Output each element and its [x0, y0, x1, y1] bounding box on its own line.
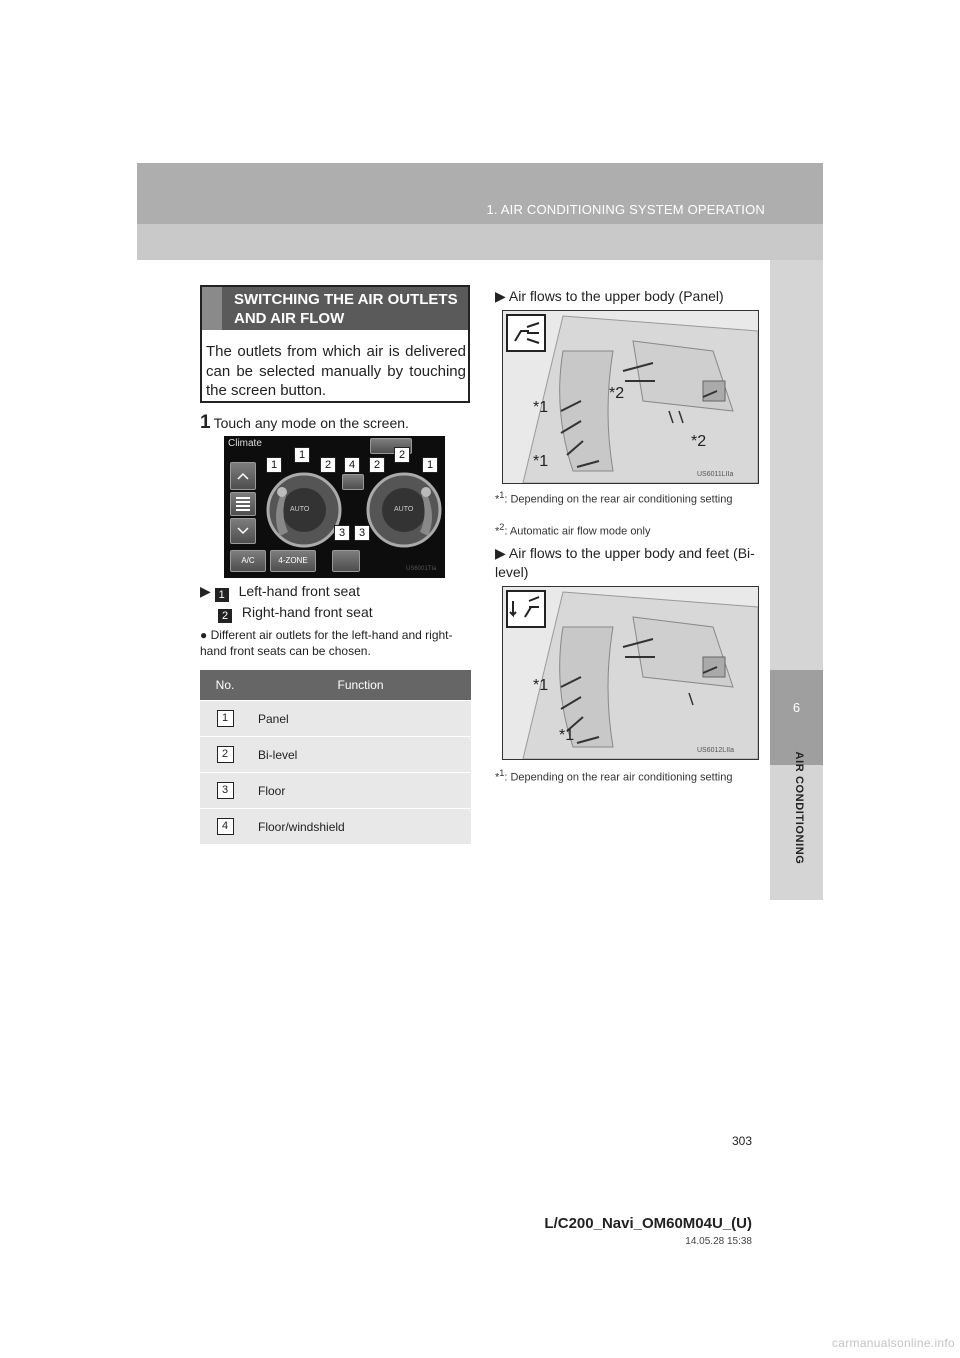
callout-1: 1 [422, 457, 438, 473]
callout-3: 3 [354, 525, 370, 541]
fan-icon [231, 493, 255, 515]
row-number-box: 2 [217, 746, 234, 763]
side-tab-chapter-number: 6 [792, 700, 801, 715]
manual-code: L/C200_Navi_OM60M04U_(U) [544, 1215, 752, 1232]
note-label-star1: *1 [559, 727, 575, 744]
ac-button: A/C [230, 550, 266, 572]
panel-flow-heading: ▶ Air flows to the upper body (Panel) [495, 288, 724, 304]
note-label-star1: *1 [533, 453, 549, 470]
row-function: Bi-level [250, 737, 471, 773]
bullet-dot-icon: ● [200, 628, 208, 642]
callout-4: 4 [344, 457, 360, 473]
chevron-up-icon [231, 463, 255, 489]
bullet-note-text: Different air outlets for the left-hand and right-hand front seats can be chosen. [200, 628, 453, 658]
seat-legend-left [200, 583, 360, 602]
section-heading [234, 290, 466, 328]
header-band-bottom [137, 224, 823, 260]
note-label-star1: *1 [533, 399, 549, 416]
triangle-bullet-icon: ▶ [495, 288, 506, 304]
table-row [200, 773, 471, 809]
print-timestamp: 14.05.28 15:38 [685, 1236, 752, 1247]
table-row [200, 737, 471, 773]
four-zone-button: 4-ZONE [270, 550, 316, 572]
page-number: 303 [731, 1134, 752, 1148]
watermark: carmanualsonline.info [831, 1336, 955, 1350]
row-function: Panel [250, 701, 471, 737]
center-mode-button [342, 474, 364, 490]
bilevel-flow-figure [502, 586, 759, 760]
row-number-box: 3 [217, 782, 234, 799]
figure-caption: US6012LIIa [697, 747, 734, 754]
panel-flow-note-2: *$^2$: Automatic air flow mode only [495, 522, 651, 538]
section-intro-text: The outlets from which air is delivered can be selected manually by touching the screen button. [206, 343, 466, 399]
note-label-star1: *1 [533, 677, 549, 694]
chevron-down-icon [231, 519, 255, 543]
screen-image-caption: US6001TIa [406, 566, 437, 572]
step-text: Touch any mode on the screen. [213, 415, 409, 431]
legend-text: Left-hand front seat [238, 583, 360, 599]
row-number-box: 1 [217, 710, 234, 727]
legend-text: Right-hand front seat [241, 604, 373, 620]
fan-speed-indicator [230, 492, 256, 516]
chapter-section-title: 1. AIR CONDITIONING SYSTEM OPERATION [486, 202, 765, 217]
side-tab-upper [770, 260, 823, 670]
car-interior-illustration [503, 587, 758, 759]
left-auto-label: AUTO [290, 506, 310, 513]
section-heading-line2: AND AIR FLOW [234, 310, 345, 327]
row-function: Floor/windshield [250, 809, 471, 845]
fan-up-button [230, 462, 256, 490]
side-tab-chapter-label: AIR CONDITIONING [793, 751, 805, 865]
climate-screen-title: Climate [228, 438, 262, 449]
panel-mode-icon [507, 315, 545, 351]
table-row [200, 809, 471, 845]
climate-screen-illustration [224, 436, 445, 578]
right-auto-label: AUTO [394, 506, 414, 513]
callout-2: 2 [320, 457, 336, 473]
legend-tag: 2 [218, 609, 232, 623]
triangle-bullet-icon: ▶ [200, 583, 211, 599]
callout-2: 2 [394, 447, 410, 463]
panel-flow-figure [502, 310, 759, 484]
triangle-bullet-icon: ▶ [495, 545, 506, 561]
step-1 [200, 412, 409, 434]
bullet-note [200, 627, 472, 659]
callout-1: 1 [294, 447, 310, 463]
section-heading-accent [202, 287, 222, 330]
seat-legend-right [218, 604, 373, 623]
table-row [200, 701, 471, 737]
bilevel-flow-heading: ▶ Air flows to the upper body and feet (Bi-level) [495, 545, 755, 580]
note-label-star2: *2 [609, 385, 625, 402]
note-label-star2: *2 [691, 433, 707, 450]
figure-caption: US6011LIIa [697, 471, 734, 478]
table-header-no: No. [200, 670, 250, 701]
row-number-box: 4 [217, 818, 234, 835]
legend-tag: 1 [215, 588, 229, 602]
fan-down-button [230, 518, 256, 544]
defrost-button [332, 550, 360, 572]
callout-1: 1 [266, 457, 282, 473]
bilevel-flow-note-1: *$^1$: Depending on the rear air conditioning setting [495, 768, 733, 784]
row-function: Floor [250, 773, 471, 809]
section-heading-line1: SWITCHING THE AIR OUTLETS [234, 291, 458, 308]
table-header-function: Function [250, 670, 471, 701]
step-number: 1 [200, 412, 211, 433]
callout-2: 2 [369, 457, 385, 473]
function-table [200, 670, 471, 844]
table-header-row [200, 670, 471, 701]
callout-3: 3 [334, 525, 350, 541]
panel-flow-note-1: *$^1$: Depending on the rear air conditioning setting [495, 490, 733, 506]
